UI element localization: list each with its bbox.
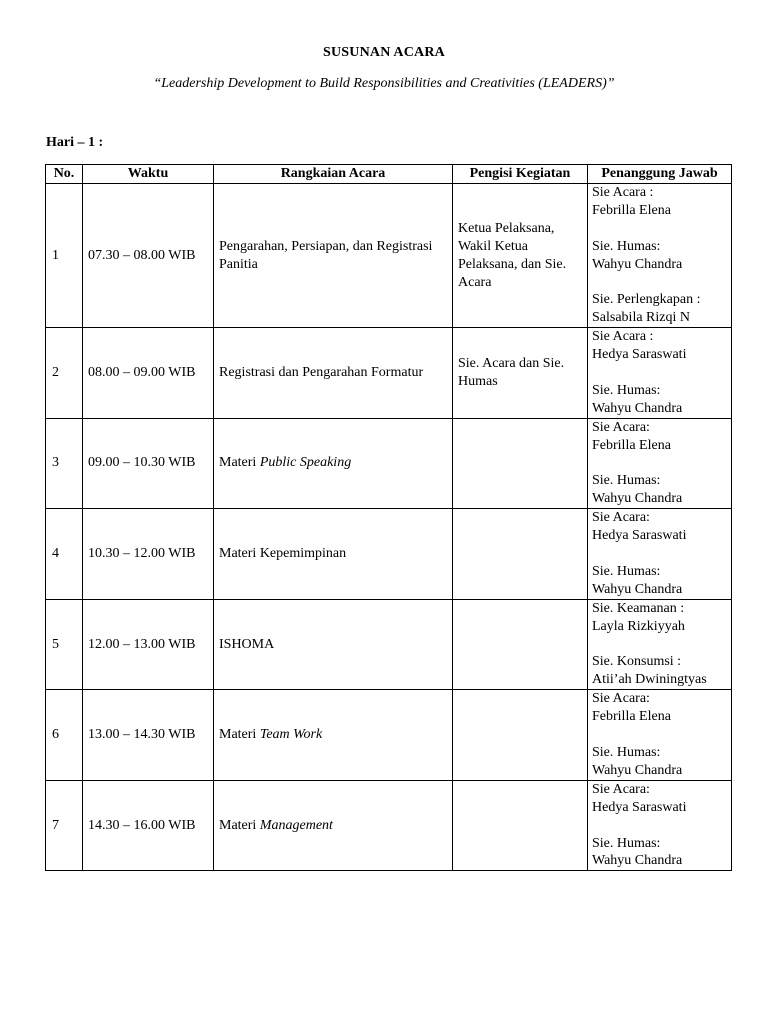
pj-line: Hedya Saraswati	[592, 799, 687, 815]
header-waktu: Waktu	[83, 165, 214, 184]
acara-text: Pengarahan, Persiapan, dan Registrasi Panitia	[219, 238, 433, 272]
cell-waktu: 08.00 – 09.00 WIB	[83, 328, 214, 419]
cell-rangkaian-acara	[214, 418, 453, 509]
cell-waktu: 09.00 – 10.30 WIB	[83, 418, 214, 509]
pj-line: Sie Acara:	[592, 691, 650, 707]
pj-line	[592, 274, 727, 292]
cell-penanggung-jawab	[588, 599, 732, 690]
document-title: SUSUNAN ACARA	[322, 45, 445, 60]
header-pengisi-kegiatan: Pengisi Kegiatan	[453, 165, 588, 184]
pj-line	[592, 220, 727, 238]
table-row	[46, 509, 732, 600]
acara-text: ISHOMA	[219, 636, 275, 652]
cell-penanggung-jawab	[588, 184, 732, 328]
pj-line: Salsabila Rizqi N	[592, 310, 690, 326]
pj-line: Febrilla Elena	[592, 437, 671, 453]
pj-line: Sie. Humas:	[592, 563, 661, 579]
pj-line: Sie Acara:	[592, 510, 650, 526]
acara-italic-text: Team Work	[259, 727, 323, 743]
table-row	[46, 599, 732, 690]
pj-line: Wahyu Chandra	[592, 853, 683, 869]
cell-waktu: 07.30 – 08.00 WIB	[83, 184, 214, 328]
document-subtitle: “Leadership Development to Build Responsibilities and Creativities (LEADERS)”	[153, 76, 615, 91]
pj-line: Sie Acara :	[592, 185, 654, 200]
pj-line: Sie. Humas:	[592, 835, 661, 851]
cell-no: 5	[46, 599, 83, 690]
schedule-table	[45, 164, 732, 871]
day-label: Hari – 1 :	[46, 135, 104, 150]
pj-line: Wahyu Chandra	[592, 762, 683, 778]
cell-waktu: 13.00 – 14.30 WIB	[83, 690, 214, 781]
header-rangkaian-acara: Rangkaian Acara	[214, 165, 453, 184]
cell-pengisi-kegiatan	[453, 780, 588, 871]
table-header-row	[46, 165, 732, 184]
pj-line: Sie. Keamanan :	[592, 600, 685, 616]
cell-penanggung-jawab	[588, 690, 732, 781]
cell-pengisi-kegiatan	[453, 418, 588, 509]
cell-rangkaian-acara	[214, 690, 453, 781]
acara-italic-text: Management	[259, 817, 333, 833]
cell-pengisi-kegiatan	[453, 599, 588, 690]
pj-line: Wahyu Chandra	[592, 491, 683, 507]
cell-waktu: 10.30 – 12.00 WIB	[83, 509, 214, 600]
acara-italic-text: Public Speaking	[259, 455, 352, 471]
table-row	[46, 780, 732, 871]
pj-line	[592, 817, 727, 835]
pj-line: Sie. Humas:	[592, 473, 661, 489]
cell-waktu: 12.00 – 13.00 WIB	[83, 599, 214, 690]
cell-no: 6	[46, 690, 83, 781]
acara-text: Materi	[219, 817, 260, 833]
table-row	[46, 184, 732, 328]
cell-pengisi-kegiatan	[453, 690, 588, 781]
pj-line: Wahyu Chandra	[592, 581, 683, 597]
pj-line: Sie Acara:	[592, 781, 650, 797]
pj-line: Sie Acara :	[592, 329, 654, 345]
cell-rangkaian-acara	[214, 328, 453, 419]
pj-line: Sie. Humas:	[592, 382, 661, 398]
header-penanggung-jawab: Penanggung Jawab	[588, 165, 732, 184]
cell-pengisi-kegiatan: Sie. Acara dan Sie. Humas	[453, 328, 588, 419]
cell-penanggung-jawab	[588, 328, 732, 419]
acara-text: Materi	[219, 455, 260, 471]
cell-rangkaian-acara	[214, 184, 453, 328]
pj-line: Wahyu Chandra	[592, 256, 683, 272]
pj-line: Layla Rizkiyyah	[592, 618, 685, 634]
cell-rangkaian-acara	[214, 509, 453, 600]
pj-line	[592, 455, 727, 473]
pj-line	[592, 726, 727, 744]
pj-line: Febrilla Elena	[592, 709, 671, 725]
cell-no: 3	[46, 418, 83, 509]
table-row	[46, 328, 732, 419]
cell-no: 4	[46, 509, 83, 600]
cell-no: 7	[46, 780, 83, 871]
cell-rangkaian-acara	[214, 780, 453, 871]
table-row	[46, 690, 732, 781]
pj-line	[592, 545, 727, 563]
pj-line	[592, 636, 727, 654]
pj-line: Sie. Humas:	[592, 238, 661, 254]
header-no: No.	[46, 165, 83, 184]
cell-no: 2	[46, 328, 83, 419]
cell-pengisi-kegiatan	[453, 509, 588, 600]
acara-text: Registrasi dan Pengarahan Formatur	[219, 364, 424, 380]
cell-penanggung-jawab	[588, 780, 732, 871]
pj-line: Hedya Saraswati	[592, 528, 687, 544]
pj-line: Febrilla Elena	[592, 202, 671, 218]
cell-no: 1	[46, 184, 83, 328]
pj-line: Sie. Perlengkapan :	[592, 292, 701, 308]
pj-line: Hedya Saraswati	[592, 347, 687, 363]
cell-pengisi-kegiatan: Ketua Pelaksana, Wakil Ketua Pelaksana, dan Sie. Acara	[453, 184, 588, 328]
pj-line: Sie. Humas:	[592, 744, 661, 760]
cell-waktu: 14.30 – 16.00 WIB	[83, 780, 214, 871]
pj-line: Sie. Konsumsi :	[592, 654, 682, 670]
table-row	[46, 418, 732, 509]
cell-penanggung-jawab	[588, 509, 732, 600]
pj-line: Atii’ah Dwiningtyas	[592, 672, 707, 688]
cell-penanggung-jawab	[588, 418, 732, 509]
pj-line: Wahyu Chandra	[592, 400, 683, 416]
acara-text: Materi	[219, 727, 260, 743]
pj-line: Sie Acara:	[592, 419, 650, 435]
pj-line	[592, 364, 727, 382]
acara-text: Materi Kepemimpinan	[219, 546, 347, 561]
cell-rangkaian-acara	[214, 599, 453, 690]
